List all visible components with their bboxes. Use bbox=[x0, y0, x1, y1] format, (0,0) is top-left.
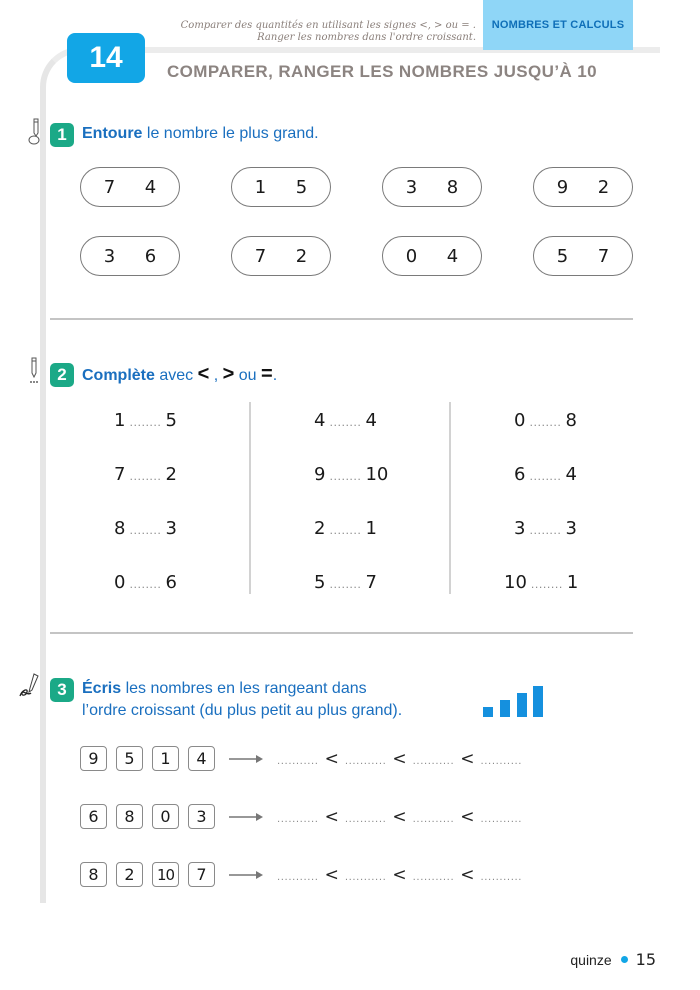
instruction-text: le nombre le plus grand. bbox=[142, 125, 319, 142]
bar bbox=[533, 686, 543, 717]
right-number: 4 bbox=[565, 464, 577, 485]
section-divider bbox=[50, 318, 633, 320]
answer-blank[interactable]: ........ bbox=[129, 524, 162, 537]
left-number: 6 bbox=[514, 464, 526, 485]
bar bbox=[517, 693, 527, 717]
instruction-text: , bbox=[209, 367, 223, 384]
comparison-item bbox=[314, 410, 377, 431]
page-footer bbox=[570, 950, 656, 969]
pair-number[interactable]: 2 bbox=[295, 245, 308, 267]
answer-blank[interactable]: ........... bbox=[412, 755, 455, 767]
number-box: 3 bbox=[188, 804, 215, 829]
answer-blank[interactable]: ........ bbox=[329, 578, 362, 591]
answer-line[interactable] bbox=[277, 749, 522, 769]
answer-line[interactable] bbox=[277, 807, 522, 827]
instruction-text: avec bbox=[154, 367, 198, 384]
pair-number[interactable]: 3 bbox=[405, 176, 418, 198]
comparison-item bbox=[514, 410, 577, 431]
number-pair[interactable] bbox=[533, 167, 633, 207]
exercise-instruction bbox=[82, 363, 277, 387]
exercise-number: 3 bbox=[50, 678, 74, 702]
bullet-dot-icon bbox=[621, 956, 628, 963]
number-box: 5 bbox=[116, 746, 143, 771]
comparison-item bbox=[514, 518, 577, 539]
section-divider bbox=[50, 632, 633, 634]
column-divider bbox=[449, 402, 451, 594]
answer-blank[interactable]: ........ bbox=[129, 470, 162, 483]
bar bbox=[483, 707, 493, 717]
left-number: 7 bbox=[114, 464, 126, 485]
pair-number[interactable]: 7 bbox=[254, 245, 267, 267]
ascending-bars-icon bbox=[483, 686, 545, 717]
answer-blank[interactable]: ........ bbox=[529, 416, 562, 429]
answer-blank[interactable]: ........ bbox=[529, 470, 562, 483]
left-number: 2 bbox=[314, 518, 326, 539]
exercise-number: 1 bbox=[50, 123, 74, 147]
left-number: 1 bbox=[114, 410, 126, 431]
instruction-text: . bbox=[272, 367, 278, 384]
objective-line: Ranger les nombres dans l'ordre croissant. bbox=[257, 32, 476, 43]
exercise-2-header bbox=[26, 363, 277, 387]
answer-blank[interactable]: ........... bbox=[480, 813, 523, 825]
comparison-item bbox=[314, 572, 377, 593]
lesson-title: COMPARER, RANGER LES NOMBRES JUSQU’À 10 bbox=[167, 62, 597, 81]
number-pair[interactable] bbox=[80, 167, 180, 207]
writing-pencil-icon bbox=[18, 672, 48, 700]
greater-than-symbol: > bbox=[222, 363, 235, 385]
pair-number[interactable]: 7 bbox=[103, 176, 116, 198]
left-number: 9 bbox=[314, 464, 326, 485]
number-pair[interactable] bbox=[231, 236, 331, 276]
less-than-symbol: < bbox=[460, 806, 475, 827]
objective-line: Comparer des quantités en utilisant les signes <, > ou = . bbox=[180, 20, 476, 31]
comparison-item bbox=[114, 464, 177, 485]
arrow-right-icon bbox=[229, 869, 265, 881]
left-number: 3 bbox=[514, 518, 526, 539]
answer-blank[interactable]: ........... bbox=[480, 755, 523, 767]
less-than-symbol: < bbox=[324, 748, 339, 769]
column-divider bbox=[249, 402, 251, 594]
answer-blank[interactable]: ........... bbox=[277, 871, 319, 883]
answer-blank[interactable]: ........ bbox=[329, 470, 362, 483]
right-number: 4 bbox=[365, 410, 377, 431]
instruction-verb: Entoure bbox=[82, 125, 143, 142]
right-number: 2 bbox=[165, 464, 177, 485]
less-than-symbol: < bbox=[392, 748, 407, 769]
comparison-item bbox=[114, 572, 177, 593]
exercise-1-header bbox=[26, 123, 319, 147]
less-than-symbol: < bbox=[324, 806, 339, 827]
right-number: 1 bbox=[365, 518, 377, 539]
number-pair[interactable] bbox=[231, 167, 331, 207]
pair-number[interactable]: 8 bbox=[446, 176, 459, 198]
pair-number[interactable]: 3 bbox=[103, 245, 116, 267]
ordering-row bbox=[80, 746, 522, 771]
exercise-instruction bbox=[82, 678, 402, 722]
right-number: 10 bbox=[365, 464, 389, 485]
equals-symbol: = bbox=[261, 363, 273, 385]
less-than-symbol: < bbox=[197, 363, 210, 385]
comparison-item bbox=[504, 572, 578, 593]
magnifier-pencil-icon bbox=[26, 117, 48, 145]
comparison-item bbox=[514, 464, 577, 485]
pair-number[interactable]: 5 bbox=[556, 245, 569, 267]
number-box: 4 bbox=[188, 746, 215, 771]
number-pair[interactable] bbox=[80, 236, 180, 276]
answer-blank[interactable]: ........ bbox=[329, 416, 362, 429]
less-than-symbol: < bbox=[460, 864, 475, 885]
answer-blank[interactable]: ........... bbox=[480, 871, 523, 883]
answer-line[interactable] bbox=[277, 865, 522, 885]
answer-blank[interactable]: ........... bbox=[344, 755, 387, 767]
answer-blank[interactable]: ........ bbox=[530, 578, 563, 591]
pencil-icon bbox=[26, 357, 48, 385]
pair-number[interactable]: 7 bbox=[597, 245, 610, 267]
instruction-verb: Complète bbox=[82, 367, 155, 384]
number-box: 9 bbox=[80, 746, 107, 771]
pair-number[interactable]: 6 bbox=[144, 245, 157, 267]
left-number: 0 bbox=[514, 410, 526, 431]
number-box: 8 bbox=[80, 862, 107, 887]
answer-blank[interactable]: ........ bbox=[129, 416, 162, 429]
answer-blank[interactable]: ........ bbox=[329, 524, 362, 537]
pair-number[interactable]: 4 bbox=[144, 176, 157, 198]
answer-blank[interactable]: ........... bbox=[344, 871, 387, 883]
right-number: 3 bbox=[565, 518, 577, 539]
less-than-symbol: < bbox=[392, 806, 407, 827]
exercise-number: 2 bbox=[50, 363, 74, 387]
domain-tab: NOMBRES ET CALCULS bbox=[483, 0, 633, 50]
pair-number[interactable]: 1 bbox=[254, 176, 267, 198]
number-pair[interactable] bbox=[382, 167, 482, 207]
pair-number[interactable]: 4 bbox=[446, 245, 459, 267]
left-number: 4 bbox=[314, 410, 326, 431]
pair-number[interactable]: 0 bbox=[405, 245, 418, 267]
page-number: 15 bbox=[635, 950, 656, 969]
less-than-symbol: < bbox=[392, 864, 407, 885]
number-box: 10 bbox=[152, 862, 179, 887]
number-box: 6 bbox=[80, 804, 107, 829]
left-number: 8 bbox=[114, 518, 126, 539]
pair-number[interactable]: 9 bbox=[556, 176, 569, 198]
right-number: 8 bbox=[565, 410, 577, 431]
answer-blank[interactable]: ........... bbox=[412, 871, 455, 883]
number-pair[interactable] bbox=[382, 236, 482, 276]
instruction-text: les nombres en les rangeant dans bbox=[121, 680, 367, 697]
right-number: 3 bbox=[165, 518, 177, 539]
less-than-symbol: < bbox=[324, 864, 339, 885]
instruction-text: ou bbox=[234, 367, 261, 384]
ordering-row bbox=[80, 862, 522, 887]
number-box: 1 bbox=[152, 746, 179, 771]
number-box: 2 bbox=[116, 862, 143, 887]
lesson-number-badge: 14 bbox=[67, 33, 145, 83]
right-number: 7 bbox=[365, 572, 377, 593]
left-number: 5 bbox=[314, 572, 326, 593]
bar bbox=[500, 700, 510, 717]
lesson-objectives bbox=[181, 20, 476, 44]
comparison-item bbox=[114, 410, 177, 431]
left-number: 10 bbox=[504, 572, 527, 593]
right-number: 6 bbox=[165, 572, 177, 593]
answer-blank[interactable]: ........ bbox=[129, 578, 162, 591]
left-number: 0 bbox=[114, 572, 126, 593]
arrow-right-icon bbox=[229, 811, 265, 823]
number-box: 8 bbox=[116, 804, 143, 829]
right-number: 1 bbox=[566, 572, 579, 593]
comparison-item bbox=[314, 518, 377, 539]
pair-number[interactable]: 5 bbox=[295, 176, 308, 198]
right-number: 5 bbox=[165, 410, 177, 431]
arrow-right-icon bbox=[229, 753, 265, 765]
number-box: 7 bbox=[188, 862, 215, 887]
answer-blank[interactable]: ........... bbox=[344, 813, 387, 825]
answer-blank[interactable]: ........... bbox=[412, 813, 455, 825]
instruction-verb: Écris bbox=[82, 680, 122, 697]
answer-blank[interactable]: ........... bbox=[277, 813, 319, 825]
less-than-symbol: < bbox=[460, 748, 475, 769]
comparison-item bbox=[314, 464, 388, 485]
answer-blank[interactable]: ........... bbox=[277, 755, 319, 767]
exercise-instruction bbox=[82, 123, 319, 145]
instruction-text: l’ordre croissant (du plus petit au plus grand). bbox=[82, 702, 403, 719]
pair-number[interactable]: 2 bbox=[597, 176, 610, 198]
answer-blank[interactable]: ........ bbox=[529, 524, 562, 537]
ordering-row bbox=[80, 804, 522, 829]
exercise-3-header bbox=[18, 678, 402, 722]
comparison-item bbox=[114, 518, 177, 539]
number-box: 0 bbox=[152, 804, 179, 829]
number-pair[interactable] bbox=[533, 236, 633, 276]
page-number-word: quinze bbox=[570, 951, 612, 968]
